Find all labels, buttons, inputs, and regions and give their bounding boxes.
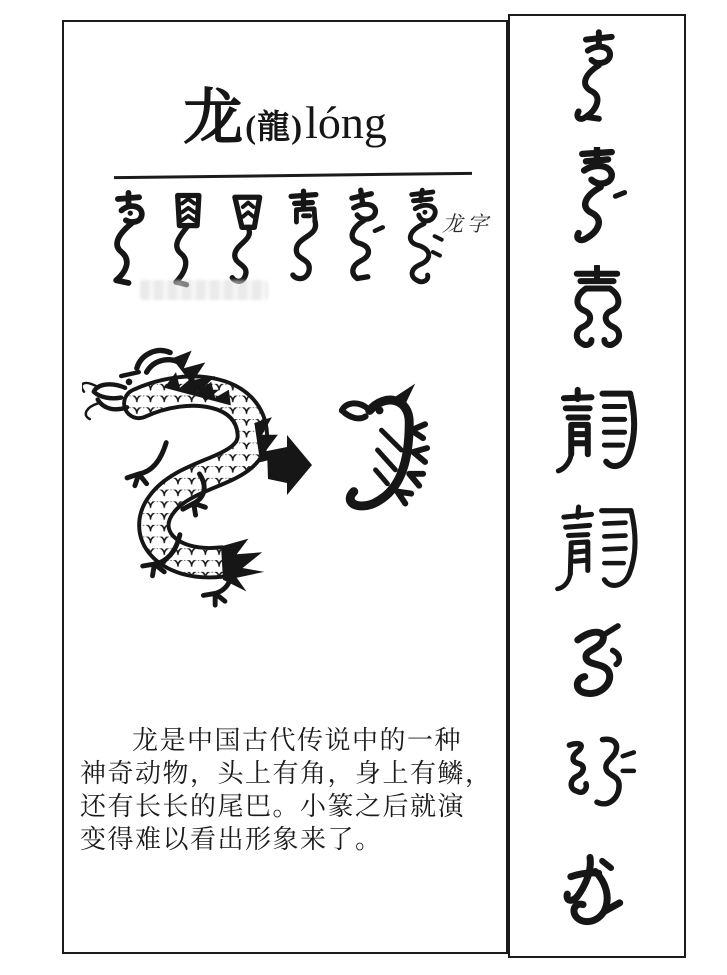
right-arrow-icon	[267, 432, 313, 498]
evolution-slot-oracle	[551, 29, 643, 133]
oracle-dragon-glyph-4-icon	[277, 184, 330, 298]
evolution-slot-bronze	[551, 147, 643, 251]
evolution-slot-running	[551, 729, 643, 833]
clerical-script-glyph-icon	[551, 383, 643, 487]
title-divider-rule	[114, 172, 472, 179]
running-script-glyph-icon	[551, 729, 643, 833]
evolution-slot-clerical	[551, 383, 643, 487]
explanation-paragraph	[80, 724, 492, 856]
faint-watermark-smudge	[140, 280, 268, 300]
paragraph-line: 神奇动物，头上有角，身上有鳞，	[80, 759, 493, 788]
oracle-bone-script-glyph-icon	[551, 29, 643, 133]
paragraph-line: 龙是中国古代传说中的一种	[132, 726, 463, 755]
title-pinyin: lóng	[305, 97, 387, 148]
evolution-slot-seal	[551, 265, 643, 369]
cursive-script-glyph-icon	[551, 619, 643, 715]
bronze-dragon-glyph-6-icon	[394, 184, 447, 298]
bronze-script-glyph-icon	[551, 147, 643, 251]
paragraph-line: 变得难以看出形象来了。	[80, 825, 383, 854]
title-traditional-character: (龍)	[245, 110, 304, 146]
page-title	[64, 85, 506, 151]
simplified-brush-glyph-icon	[551, 847, 643, 943]
regular-script-traditional-glyph-icon	[551, 501, 643, 605]
title-simplified-character: 龙	[183, 85, 244, 151]
ancient-forms-label: 龙字	[442, 212, 492, 236]
main-content-box	[62, 20, 508, 954]
paragraph-line: 还有长长的尾巴。小篆之后就演	[80, 792, 466, 821]
bronze-dragon-glyph-5-icon	[336, 184, 389, 298]
script-evolution-column	[508, 14, 686, 958]
evolution-slot-cursive	[551, 619, 643, 715]
evolution-slot-simplified	[551, 847, 643, 943]
dragon-pictograph-icon	[330, 378, 434, 528]
evolution-slot-regular	[551, 501, 643, 605]
small-seal-script-glyph-icon	[551, 265, 643, 369]
